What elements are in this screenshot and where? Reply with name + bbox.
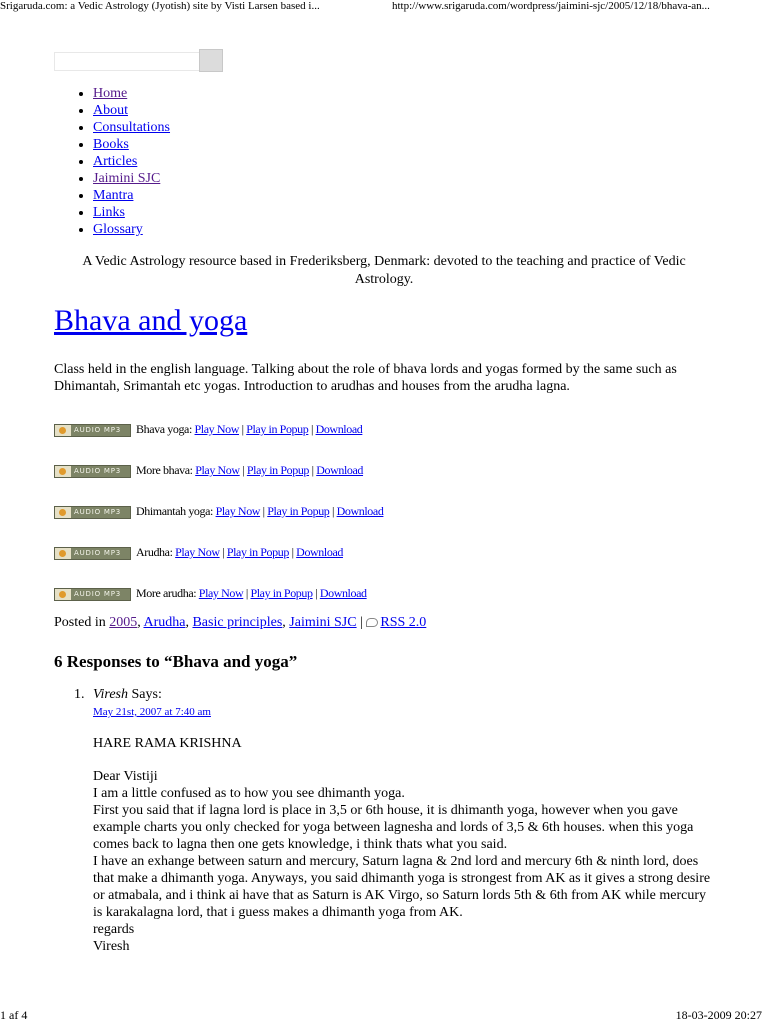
post-title <box>54 304 247 338</box>
play-now-link[interactable]: Play Now <box>215 504 261 518</box>
comment-line: regards <box>93 922 135 937</box>
mp3-icon <box>54 506 131 519</box>
download-link[interactable]: Download <box>319 586 367 600</box>
nav-item-books <box>93 136 170 153</box>
nav-item-jaimini-sjc <box>93 170 170 187</box>
comment-salutation: Dear Vistiji <box>93 769 158 784</box>
audio-badge-label: AUDIO MP3 <box>74 589 122 598</box>
play-now-link[interactable]: Play Now <box>198 586 244 600</box>
category-link[interactable]: Jaimini SJC <box>289 615 357 630</box>
play-now-link[interactable]: Play Now <box>195 463 240 477</box>
audio-item: AUDIO MP3 Arudha: Play Now | Play in Popup | Download <box>54 545 343 560</box>
nav-link-home[interactable]: Home <box>93 86 128 101</box>
audio-title: Bhava yoga: <box>136 422 192 436</box>
print-footer-datetime: 18-03-2009 20:27 <box>675 1008 762 1022</box>
comment-number: 1. <box>74 687 85 702</box>
print-footer-page: 1 af 4 <box>0 1008 28 1022</box>
mp3-icon <box>54 465 131 478</box>
nav-link-articles[interactable]: Articles <box>93 154 138 169</box>
comment-bubble-icon <box>366 618 378 627</box>
comment-author-line <box>93 687 162 703</box>
play-in-popup-link[interactable]: Play in Popup <box>246 463 310 477</box>
search-button[interactable] <box>199 49 223 72</box>
search-input[interactable] <box>54 52 200 71</box>
nav-item-articles <box>93 153 170 170</box>
nav-item-glossary <box>93 221 170 238</box>
category-link[interactable]: Arudha <box>143 615 186 630</box>
comment-body <box>93 735 718 955</box>
comment-author: Viresh <box>93 687 128 702</box>
comment-line: I am a little confused as to how you see dhimanth yoga. <box>93 786 405 801</box>
download-link[interactable]: Download <box>296 545 343 559</box>
play-in-popup-link[interactable]: Play in Popup <box>267 504 330 518</box>
nav-link-glossary[interactable]: Glossary <box>93 222 143 237</box>
comment-greeting: HARE RAMA KRISHNA <box>93 736 242 751</box>
responses-heading: 6 Responses to “Bhava and yoga” <box>54 652 298 671</box>
nav-link-consultations[interactable]: Consultations <box>93 120 171 135</box>
rss-link[interactable]: RSS 2.0 <box>380 615 427 630</box>
nav-link-about[interactable]: About <box>93 103 128 118</box>
main-nav <box>54 85 170 238</box>
print-header-url: http://www.srigaruda.com/wordpress/jaimini-sjc/2005/12/18/bhava-an... <box>392 0 710 12</box>
nav-item-links <box>93 204 170 221</box>
audio-item: AUDIO MP3 Bhava yoga: Play Now | Play in Popup | Download <box>54 422 362 437</box>
download-link[interactable]: Download <box>315 422 363 436</box>
comment-line: Viresh <box>93 939 130 954</box>
comment-date-link[interactable]: May 21st, 2007 at 7:40 am <box>93 706 211 718</box>
audio-title: More bhava: <box>136 463 193 477</box>
audio-item: AUDIO MP3 More bhava: Play Now | Play in Popup | Download <box>54 463 363 478</box>
audio-item: AUDIO MP3 Dhimantah yoga: Play Now | Play in Popup | Download <box>54 504 383 519</box>
category-link[interactable]: 2005 <box>109 615 138 630</box>
audio-badge-label: AUDIO MP3 <box>74 507 122 516</box>
post-meta: Posted in 2005, Arudha, Basic principles, Jaimini SJC | RSS 2.0 <box>54 615 427 630</box>
post-description: Class held in the english language. Talking about the role of bhava lords and yogas formed by the same such as Dhimantah, Srimantah etc yogas. Introduction to arudhas and houses from the arudha lagna. <box>54 362 677 394</box>
audio-badge-label: AUDIO MP3 <box>74 548 122 557</box>
post-title-link[interactable]: Bhava and yoga <box>54 304 248 337</box>
comment-line: First you said that if lagna lord is place in 3,5 or 6th house, it is dhimanth yoga, however when you gave example charts you only checked for yoga between lagnesha and lords of 3,5 & 6th houses. when this yoga comes back to lagna then one gets knowledge, i think thats what you said. <box>93 803 694 852</box>
nav-link-links[interactable]: Links <box>93 205 125 220</box>
play-now-link[interactable]: Play Now <box>194 422 239 436</box>
print-header-title: Srigaruda.com: a Vedic Astrology (Jyotish) site by Visti Larsen based i... <box>0 0 320 12</box>
comment-date-line <box>93 706 211 718</box>
nav-item-home <box>93 85 170 102</box>
nav-link-jaimini-sjc[interactable]: Jaimini SJC <box>93 171 161 186</box>
site-tagline: A Vedic Astrology resource based in Frederiksberg, Denmark: devoted to the teaching and practice of Vedic Astrology. <box>82 254 686 287</box>
play-now-link[interactable]: Play Now <box>175 545 220 559</box>
mp3-icon <box>54 424 131 437</box>
audio-badge-label: AUDIO MP3 <box>74 466 122 475</box>
audio-title: Dhimantah yoga: <box>136 504 213 518</box>
posted-in-label: Posted in <box>54 615 106 630</box>
audio-item: AUDIO MP3 More arudha: Play Now | Play in Popup | Download <box>54 586 367 601</box>
nav-item-about <box>93 102 170 119</box>
nav-link-mantra[interactable]: Mantra <box>93 188 134 203</box>
nav-item-mantra <box>93 187 170 204</box>
download-link[interactable]: Download <box>316 463 364 477</box>
comment-says: Says: <box>131 687 162 702</box>
play-in-popup-link[interactable]: Play in Popup <box>246 422 309 436</box>
audio-title: More arudha: <box>136 586 197 600</box>
play-in-popup-link[interactable]: Play in Popup <box>226 545 289 559</box>
audio-title: Arudha: <box>136 545 173 559</box>
category-link[interactable]: Basic principles <box>192 615 283 630</box>
download-link[interactable]: Download <box>336 504 384 518</box>
play-in-popup-link[interactable]: Play in Popup <box>250 586 313 600</box>
nav-link-books[interactable]: Books <box>93 137 129 152</box>
mp3-icon <box>54 588 131 601</box>
nav-item-consultations <box>93 119 170 136</box>
audio-badge-label: AUDIO MP3 <box>74 425 122 434</box>
mp3-icon <box>54 547 131 560</box>
comment-line: I have an exhange between saturn and mercury, Saturn lagna & 2nd lord and mercury 6th & ninth lord, does that make a dhimanth yoga. Anyways, you said dhimanth yoga is strongest from AK as it gives a strong desire or atmabala, and i think ai have that as Saturn is AK Virgo, so Saturn lords 5th & 6th from AK while mercury is karakalagna lord, that i guess makes a dhimanth yoga from AK. <box>93 854 711 920</box>
